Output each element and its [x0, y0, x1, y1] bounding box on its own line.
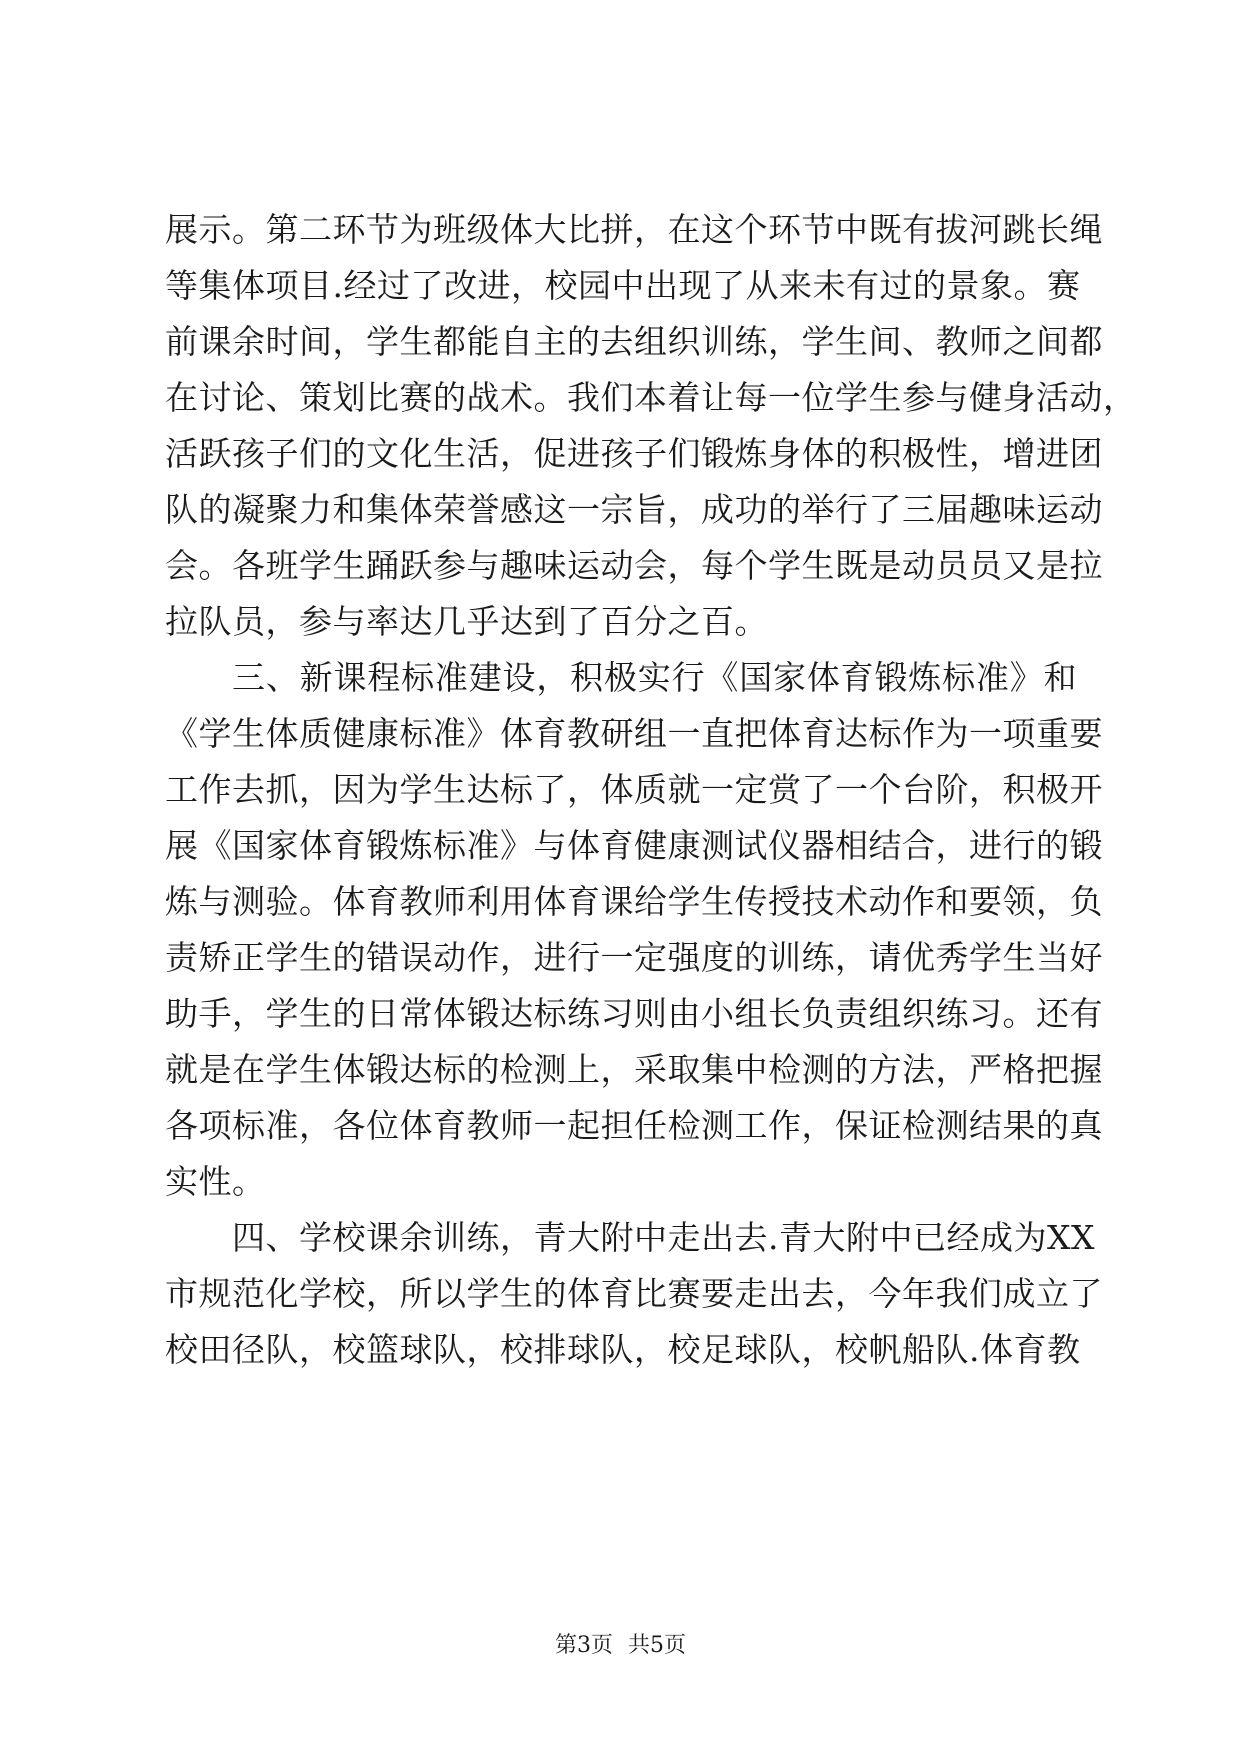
text-line: 各项标准，各位体育教师一起担任检测工作，保证检测结果的真 — [165, 1106, 1103, 1145]
text-line: 等集体项目.经过了改进，校园中出现了从来未有过的景象。赛 — [165, 266, 1081, 305]
text-line: 前课余时间，学生都能自主的去组织训练，学生间、教师之间都 — [165, 322, 1103, 361]
page-footer — [0, 1632, 1241, 1660]
text-line: 就是在学生体锻达标的检测上，采取集中检测的方法，严格把握 — [165, 1050, 1103, 1089]
text-line: 助手，学生的日常体锻达标练习则由小组长负责组织练习。还有 — [165, 994, 1103, 1033]
section-heading-line: 三、新课程标准建设，积极实行《国家体育锻炼标准》和 — [232, 658, 1077, 697]
text-line: 队的凝聚力和集体荣誉感这一宗旨，成功的举行了三届趣味运动 — [165, 490, 1103, 529]
text-line: 在讨论、策划比赛的战术。我们本着让每一位学生参与健身活动， — [165, 378, 1137, 417]
text-line: 炼与测验。体育教师利用体育课给学生传授技术动作和要领，负 — [165, 882, 1103, 921]
page-total: 共5页 — [628, 1633, 686, 1658]
text-line: 实性。 — [165, 1162, 266, 1201]
text-line: 市规范化学校，所以学生的体育比赛要走出去，今年我们成立了 — [165, 1274, 1103, 1313]
text-line: 展《国家体育锻炼标准》与体育健康测试仪器相结合，进行的锻 — [165, 826, 1103, 865]
text-line: 拉队员，参与率达几乎达到了百分之百。 — [165, 602, 768, 641]
text-line: 《学生体质健康标准》体育教研组一直把体育达标作为一项重要 — [165, 714, 1103, 753]
text-line: 活跃孩子们的文化生活，促进孩子们锻炼身体的积极性，增进团 — [165, 434, 1103, 473]
page-number: 第3页 — [555, 1633, 613, 1658]
text-line: 展示。第二环节为班级体大比拼，在这个环节中既有拔河跳长绳 — [165, 210, 1103, 249]
text-line: 责矫正学生的错误动作，进行一定强度的训练，请优秀学生当好 — [165, 938, 1103, 977]
section-heading-line: 四、学校课余训练，青大附中走出去.青大附中已经成为XX — [232, 1218, 1095, 1257]
text-line: 工作去抓，因为学生达标了，体质就一定赏了一个台阶，积极开 — [165, 770, 1103, 809]
text-line: 会。各班学生踊跃参与趣味运动会，每个学生既是动员员又是拉 — [165, 546, 1103, 585]
text-line: 校田径队，校篮球队，校排球队，校足球队，校帆船队.体育教 — [165, 1330, 1081, 1369]
